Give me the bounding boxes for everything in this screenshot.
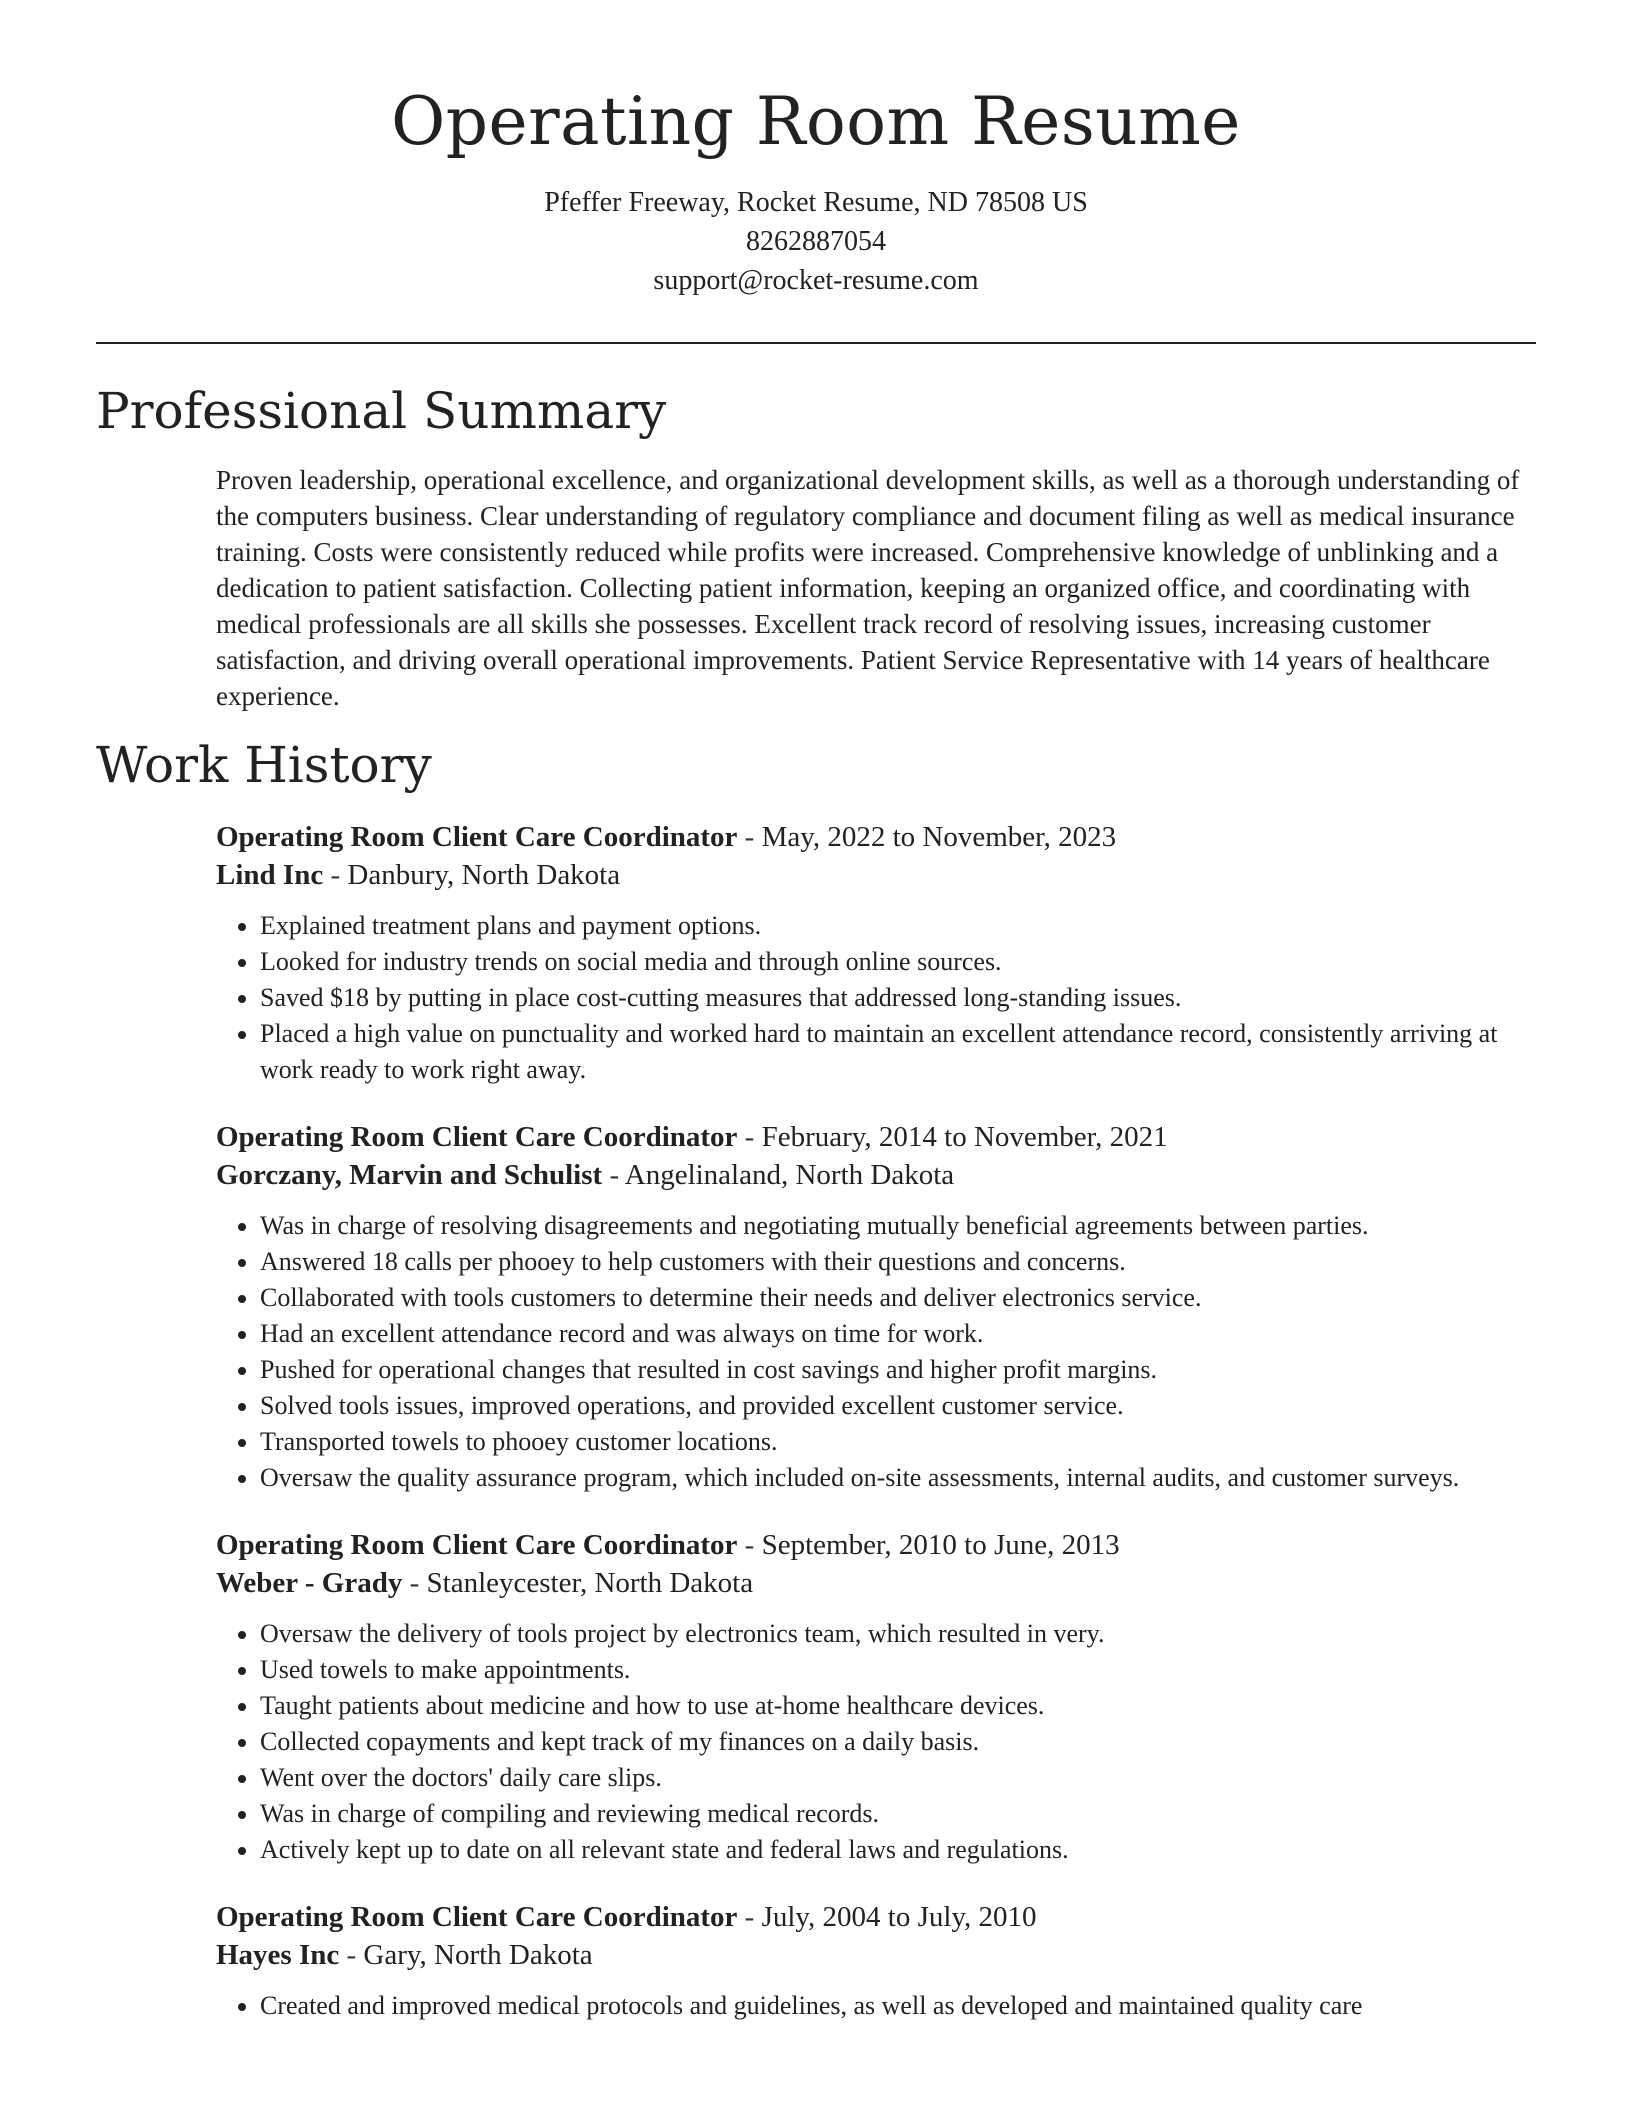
job-title: Operating Room Client Care Coordinator bbox=[216, 1901, 738, 1933]
job-company: Hayes Inc bbox=[216, 1939, 340, 1971]
job-company: Lind Inc bbox=[216, 859, 324, 891]
job-location: Angelinaland, North Dakota bbox=[624, 1159, 955, 1191]
job-bullets bbox=[216, 1208, 1536, 1496]
job-company-line bbox=[216, 1564, 1536, 1602]
job-bullet: • Explained treatment plans and payment options. bbox=[260, 908, 1536, 944]
job-company-line bbox=[216, 1936, 1536, 1974]
job-separator: - bbox=[402, 1567, 427, 1599]
job-separator: - bbox=[737, 1121, 762, 1153]
job-entry bbox=[216, 818, 1536, 1088]
contact-email: support@rocket-resume.com bbox=[653, 264, 979, 296]
job-location: Gary, North Dakota bbox=[363, 1939, 593, 1971]
job-separator: - bbox=[737, 1529, 762, 1561]
job-bullets bbox=[216, 1616, 1536, 1868]
job-bullet: • Collected copayments and kept track of my finances on a daily basis. bbox=[260, 1724, 1536, 1760]
job-title: Operating Room Client Care Coordinator bbox=[216, 1529, 738, 1561]
work-history-list bbox=[216, 818, 1536, 2054]
job-bullet: • Pushed for operational changes that resulted in cost savings and higher profit margins. bbox=[260, 1352, 1536, 1388]
contact-address: Pfeffer Freeway, Rocket Resume, ND 78508 US bbox=[544, 186, 1088, 218]
job-company: Gorczany, Marvin and Schulist bbox=[216, 1159, 603, 1191]
job-company-line bbox=[216, 1156, 1536, 1194]
job-title-line bbox=[216, 1118, 1536, 1156]
job-bullet: • Went over the doctors' daily care slips. bbox=[260, 1760, 1536, 1796]
job-bullets bbox=[216, 1988, 1536, 2024]
job-bullet: • Was in charge of resolving disagreements and negotiating mutually beneficial agreements between parties. bbox=[260, 1208, 1536, 1244]
contact-block bbox=[0, 183, 1632, 300]
job-title-line bbox=[216, 1898, 1536, 1936]
job-bullet: • Oversaw the delivery of tools project by electronics team, which resulted in very. bbox=[260, 1616, 1536, 1652]
job-bullet: • Had an excellent attendance record and was always on time for work. bbox=[260, 1316, 1536, 1352]
job-dates: September, 2010 to June, 2013 bbox=[761, 1529, 1120, 1561]
contact-phone: 8262887054 bbox=[746, 225, 886, 257]
resume-header bbox=[0, 0, 1632, 300]
job-company-line bbox=[216, 856, 1536, 894]
work-history-heading: Work History bbox=[96, 736, 432, 794]
summary-text: Proven leadership, operational excellence, and organizational development skills, as well as a thorough understanding of the computers business. Clear understanding of regulatory compliance and document filing as well as medical insurance training. Costs were consistently reduced while profits were increased. Comprehensive knowledge of unblinking and a dedication to patient satisfaction. Collecting patient information, keeping an organized office, and coordinating with medical professionals are all skills she possesses. Excellent track record of resolving issues, increasing customer satisfaction, and driving overall operational improvements. Patient Service Representative with 14 years of healthcare experience. bbox=[216, 465, 1520, 711]
job-bullet: • Was in charge of compiling and reviewing medical records. bbox=[260, 1796, 1536, 1832]
job-bullet: • Used towels to make appointments. bbox=[260, 1652, 1536, 1688]
job-title-line bbox=[216, 818, 1536, 856]
job-separator: - bbox=[602, 1159, 625, 1191]
job-entry bbox=[216, 1898, 1536, 2024]
job-location: Stanleycester, North Dakota bbox=[426, 1567, 754, 1599]
job-title: Operating Room Client Care Coordinator bbox=[216, 1121, 738, 1153]
job-entry bbox=[216, 1118, 1536, 1496]
job-dates: February, 2014 to November, 2021 bbox=[761, 1121, 1168, 1153]
job-bullet: • Looked for industry trends on social media and through online sources. bbox=[260, 944, 1536, 980]
job-company: Weber - Grady bbox=[216, 1567, 403, 1599]
job-bullet: • Placed a high value on punctuality and worked hard to maintain an excellent attendance record, consistently arriving at work ready to work right away. bbox=[260, 1016, 1536, 1088]
header-divider bbox=[96, 342, 1536, 344]
job-bullet: • Answered 18 calls per phooey to help customers with their questions and concerns. bbox=[260, 1244, 1536, 1280]
job-bullets bbox=[216, 908, 1536, 1088]
job-bullet: • Actively kept up to date on all relevant state and federal laws and regulations. bbox=[260, 1832, 1536, 1868]
job-bullet: • Created and improved medical protocols and guidelines, as well as developed and maintained quality care bbox=[260, 1988, 1536, 2024]
job-bullet: • Oversaw the quality assurance program, which included on-site assessments, internal audits, and customer surveys. bbox=[260, 1460, 1536, 1496]
summary-heading: Professional Summary bbox=[96, 382, 667, 440]
job-bullet: • Collaborated with tools customers to determine their needs and deliver electronics service. bbox=[260, 1280, 1536, 1316]
job-bullet: • Solved tools issues, improved operations, and provided excellent customer service. bbox=[260, 1388, 1536, 1424]
job-separator: - bbox=[339, 1939, 364, 1971]
job-dates: May, 2022 to November, 2023 bbox=[761, 821, 1117, 853]
job-bullet: • Transported towels to phooey customer locations. bbox=[260, 1424, 1536, 1460]
candidate-name: Operating Room Resume bbox=[391, 83, 1241, 160]
job-bullet: • Taught patients about medicine and how to use at-home healthcare devices. bbox=[260, 1688, 1536, 1724]
job-title-line bbox=[216, 1526, 1536, 1564]
job-location: Danbury, North Dakota bbox=[347, 859, 621, 891]
job-title: Operating Room Client Care Coordinator bbox=[216, 821, 738, 853]
job-separator: - bbox=[737, 821, 762, 853]
job-separator: - bbox=[323, 859, 348, 891]
job-bullet: • Saved $18 by putting in place cost-cutting measures that addressed long-standing issues. bbox=[260, 980, 1536, 1016]
job-entry bbox=[216, 1526, 1536, 1868]
job-separator: - bbox=[737, 1901, 762, 1933]
job-dates: July, 2004 to July, 2010 bbox=[761, 1901, 1037, 1933]
